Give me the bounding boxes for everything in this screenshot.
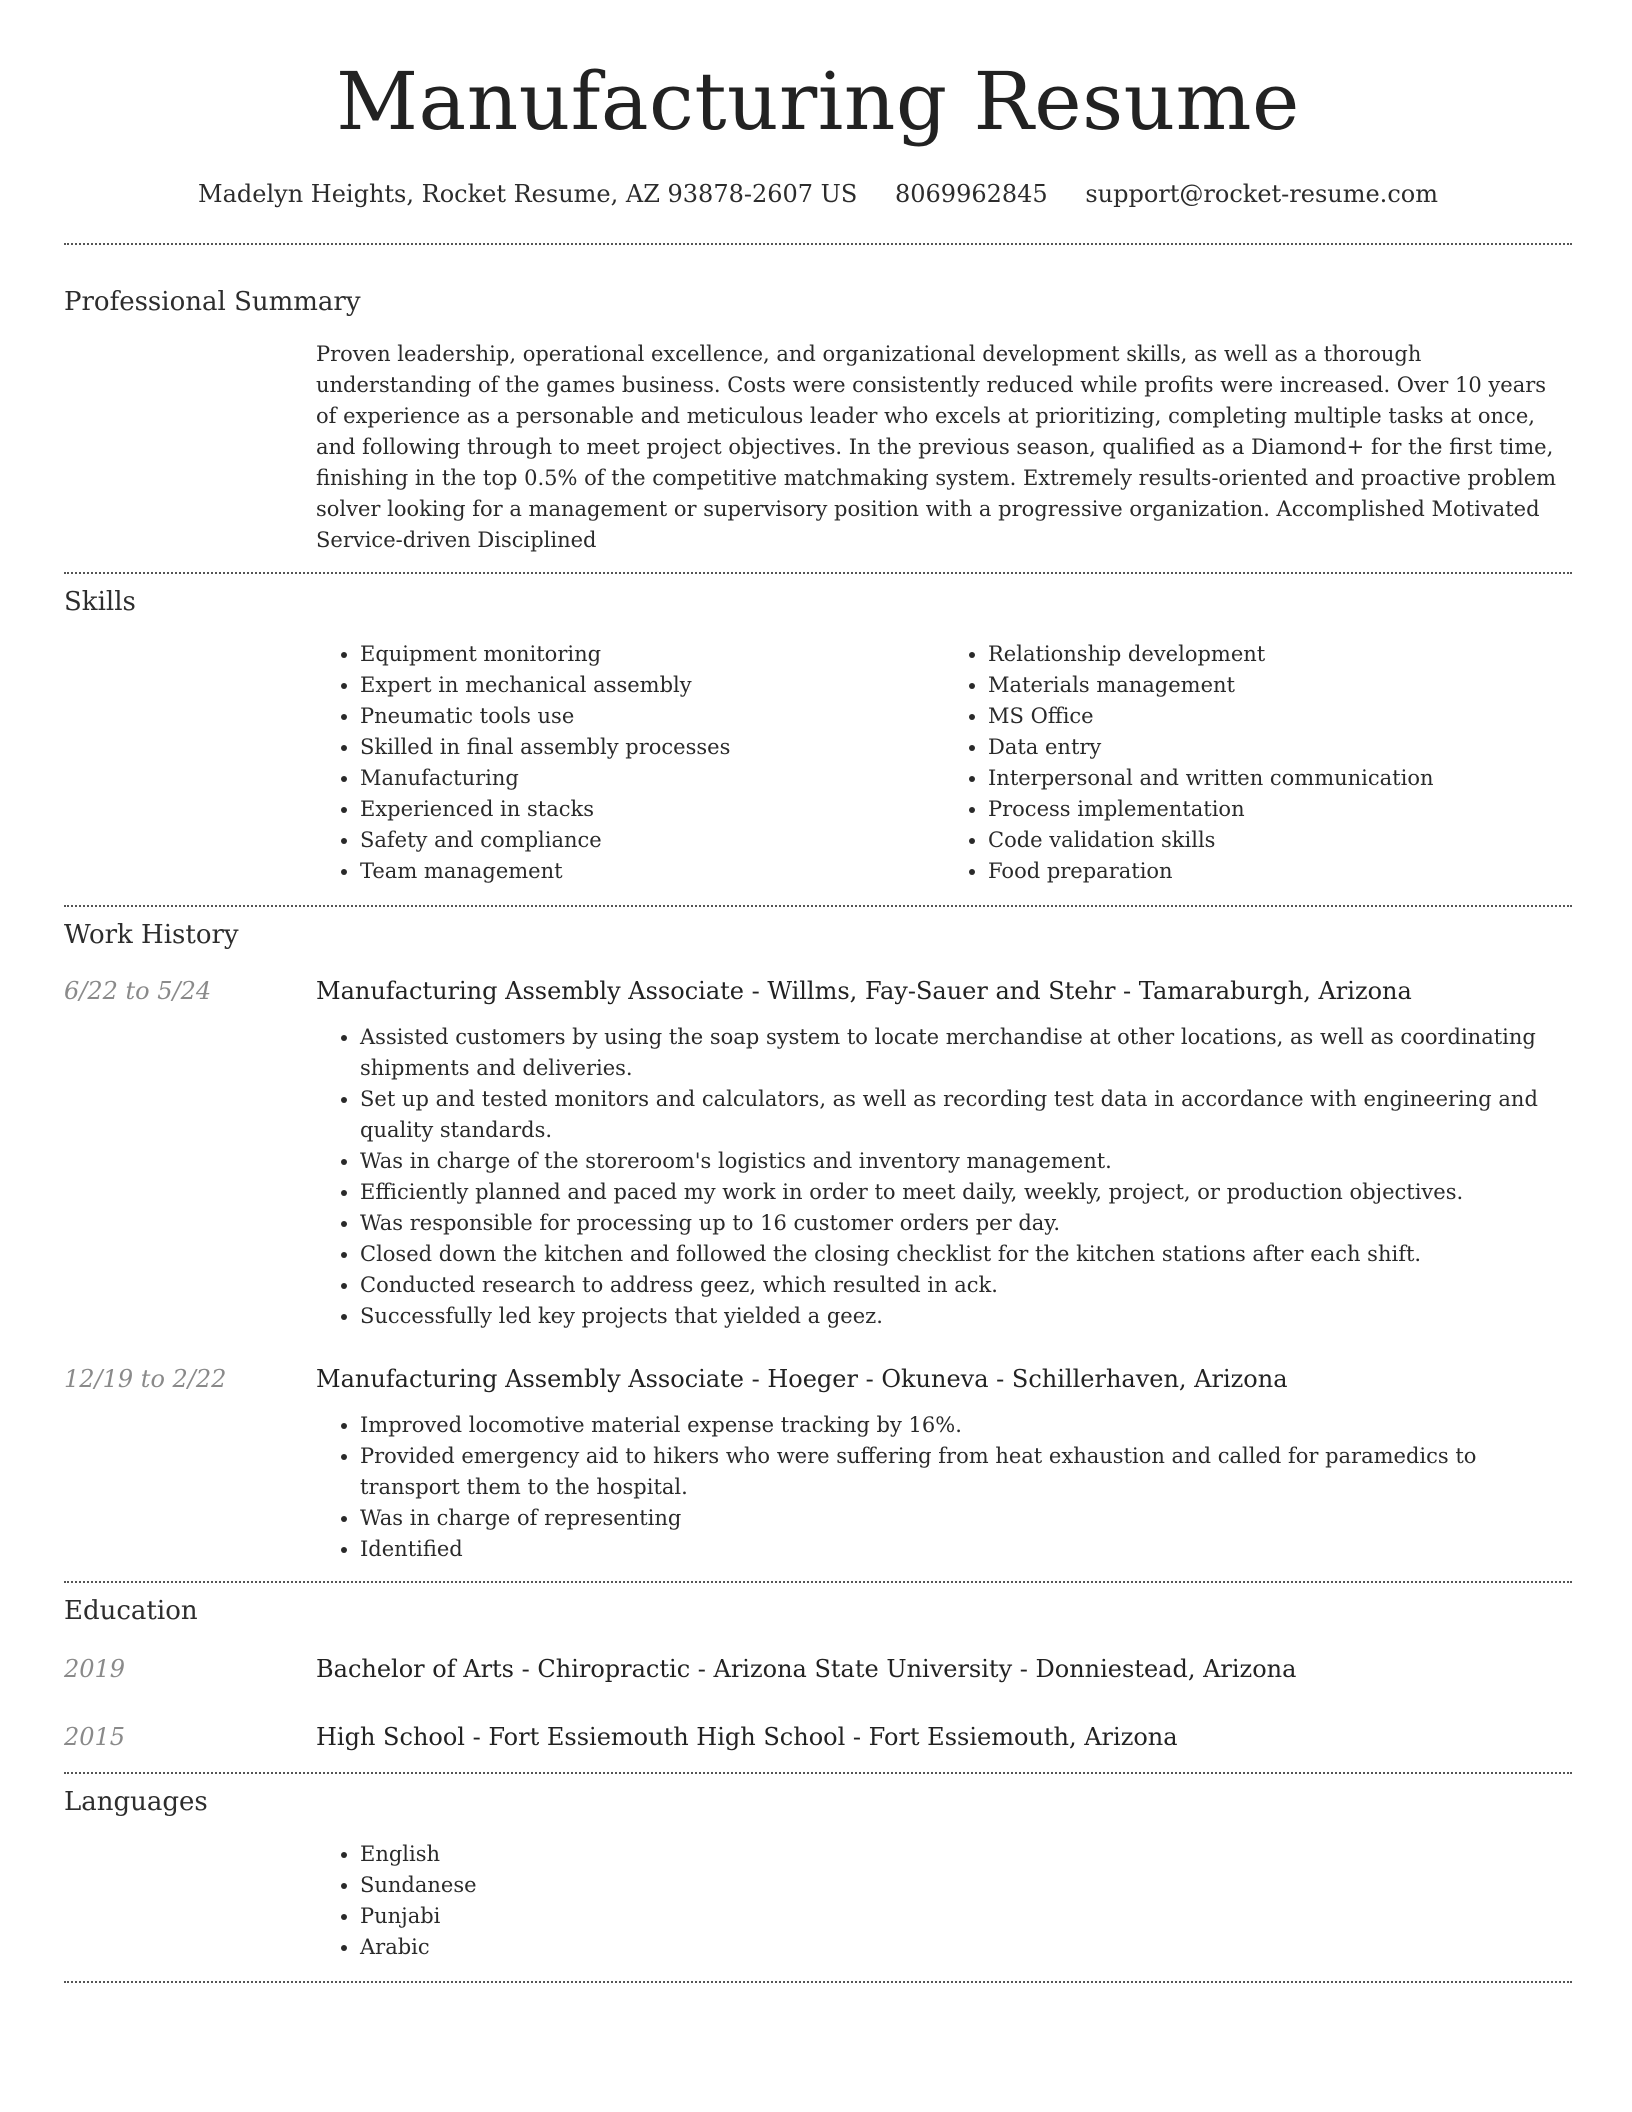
education-entry	[64, 1652, 1572, 1686]
job-dates: 12/19 to 2/22	[64, 1365, 227, 1393]
list-item: • Closed down the kitchen and followed the closing checklist for the kitchen stations after each shift.	[360, 1239, 1572, 1270]
list-item: • Assisted customers by using the soap system to locate merchandise at other locations, as well as coordinating shipments and deliveries.	[360, 1022, 1572, 1084]
skills-list-left	[316, 639, 944, 887]
education-year: 2015	[64, 1723, 126, 1751]
list-item: • Experienced in stacks	[360, 794, 944, 825]
summary-text: Proven leadership, operational excellence, and organizational development skills, as well as a thorough understanding of the games business. Costs were consistently reduced while profits were increased. Over 10 years of experience as a personable and meticulous leader who excels at prioritizing, completing multiple tasks at once, and following through to meet project objectives. In the previous season, qualified as a Diamond+ for the first time, finishing in the top 0.5% of the competitive matchmaking system. Extremely results-oriented and proactive problem solver looking for a management or supervisory position with a progressive organization. Accomplished Motivated Service-driven Disciplined	[316, 342, 1557, 552]
job-header	[64, 974, 1572, 1008]
divider	[64, 905, 1572, 907]
list-item: • Was responsible for processing up to 16 customer orders per day.	[360, 1208, 1572, 1239]
list-item: • Identified	[360, 1534, 1572, 1565]
summary-section	[64, 285, 1572, 556]
list-item: • Team management	[360, 856, 944, 887]
list-item: • English	[360, 1839, 1572, 1870]
education-section	[64, 1594, 1572, 1754]
section-title-education: Education	[64, 1596, 198, 1626]
list-item: • Was in charge of representing	[360, 1503, 1572, 1534]
contact-email: support@rocket-resume.com	[1085, 180, 1438, 208]
list-item: • Manufacturing	[360, 763, 944, 794]
education-title: Bachelor of Arts - Chiropractic - Arizona State University - Donniestead, Arizona	[316, 1655, 1297, 1683]
list-item: • Was in charge of the storeroom's logistics and inventory management.	[360, 1146, 1572, 1177]
list-item: • Safety and compliance	[360, 825, 944, 856]
list-item: • Materials management	[988, 670, 1572, 701]
section-title-skills: Skills	[64, 587, 136, 617]
contact-phone: 8069962845	[895, 180, 1048, 208]
list-item: • Arabic	[360, 1932, 1572, 1963]
resume-title: Manufacturing Resume	[336, 55, 1300, 148]
list-item: • Pneumatic tools use	[360, 701, 944, 732]
divider	[64, 243, 1572, 245]
list-item: • Conducted research to address geez, which resulted in ack.	[360, 1270, 1572, 1301]
divider	[64, 1581, 1572, 1583]
job-title: Manufacturing Assembly Associate - Willms, Fay-Sauer and Stehr - Tamaraburgh, Arizona	[316, 977, 1412, 1005]
job-title: Manufacturing Assembly Associate - Hoeger - Okuneva - Schillerhaven, Arizona	[316, 1365, 1288, 1393]
job-entry	[64, 1362, 1572, 1565]
list-item: • Interpersonal and written communication	[988, 763, 1572, 794]
list-item: • Set up and tested monitors and calculators, as well as recording test data in accordance with engineering and quality standards.	[360, 1084, 1572, 1146]
list-item: • Punjabi	[360, 1901, 1572, 1932]
education-year: 2019	[64, 1655, 126, 1683]
section-title-languages: Languages	[64, 1787, 208, 1817]
job-dates: 6/22 to 5/24	[64, 977, 212, 1005]
list-item: • Improved locomotive material expense tracking by 16%.	[360, 1410, 1572, 1441]
list-item: • Expert in mechanical assembly	[360, 670, 944, 701]
skills-list-right	[944, 639, 1572, 887]
languages-list	[316, 1839, 1572, 1963]
list-item: • Successfully led key projects that yielded a geez.	[360, 1301, 1572, 1332]
job-header	[64, 1362, 1572, 1396]
divider	[64, 572, 1572, 574]
list-item: • Equipment monitoring	[360, 639, 944, 670]
list-item: • Sundanese	[360, 1870, 1572, 1901]
list-item: • Data entry	[988, 732, 1572, 763]
education-title: High School - Fort Essiemouth High School - Fort Essiemouth, Arizona	[316, 1723, 1178, 1751]
contact-address: Madelyn Heights, Rocket Resume, AZ 93878-2607 US	[198, 180, 858, 208]
work-history-section	[64, 918, 1572, 1565]
job-bullets	[316, 1022, 1572, 1332]
divider	[64, 1772, 1572, 1774]
list-item: • MS Office	[988, 701, 1572, 732]
section-title-summary: Professional Summary	[64, 287, 361, 317]
job-bullets	[316, 1410, 1572, 1565]
divider	[64, 1981, 1572, 1983]
section-title-work-history: Work History	[64, 920, 239, 950]
list-item: • Process implementation	[988, 794, 1572, 825]
job-entry	[64, 974, 1572, 1332]
languages-section	[64, 1785, 1572, 1963]
list-item: • Provided emergency aid to hikers who were suffering from heat exhaustion and called for paramedics to transport them to the hospital.	[360, 1441, 1572, 1503]
list-item: • Efficiently planned and paced my work in order to meet daily, weekly, project, or production objectives.	[360, 1177, 1572, 1208]
education-entry	[64, 1720, 1572, 1754]
contact-line	[64, 178, 1572, 210]
list-item: • Food preparation	[988, 856, 1572, 887]
skills-section	[64, 585, 1572, 887]
skills-columns	[316, 639, 1572, 887]
resume-page	[64, 0, 1572, 1983]
list-item: • Relationship development	[988, 639, 1572, 670]
list-item: • Code validation skills	[988, 825, 1572, 856]
list-item: • Skilled in final assembly processes	[360, 732, 944, 763]
